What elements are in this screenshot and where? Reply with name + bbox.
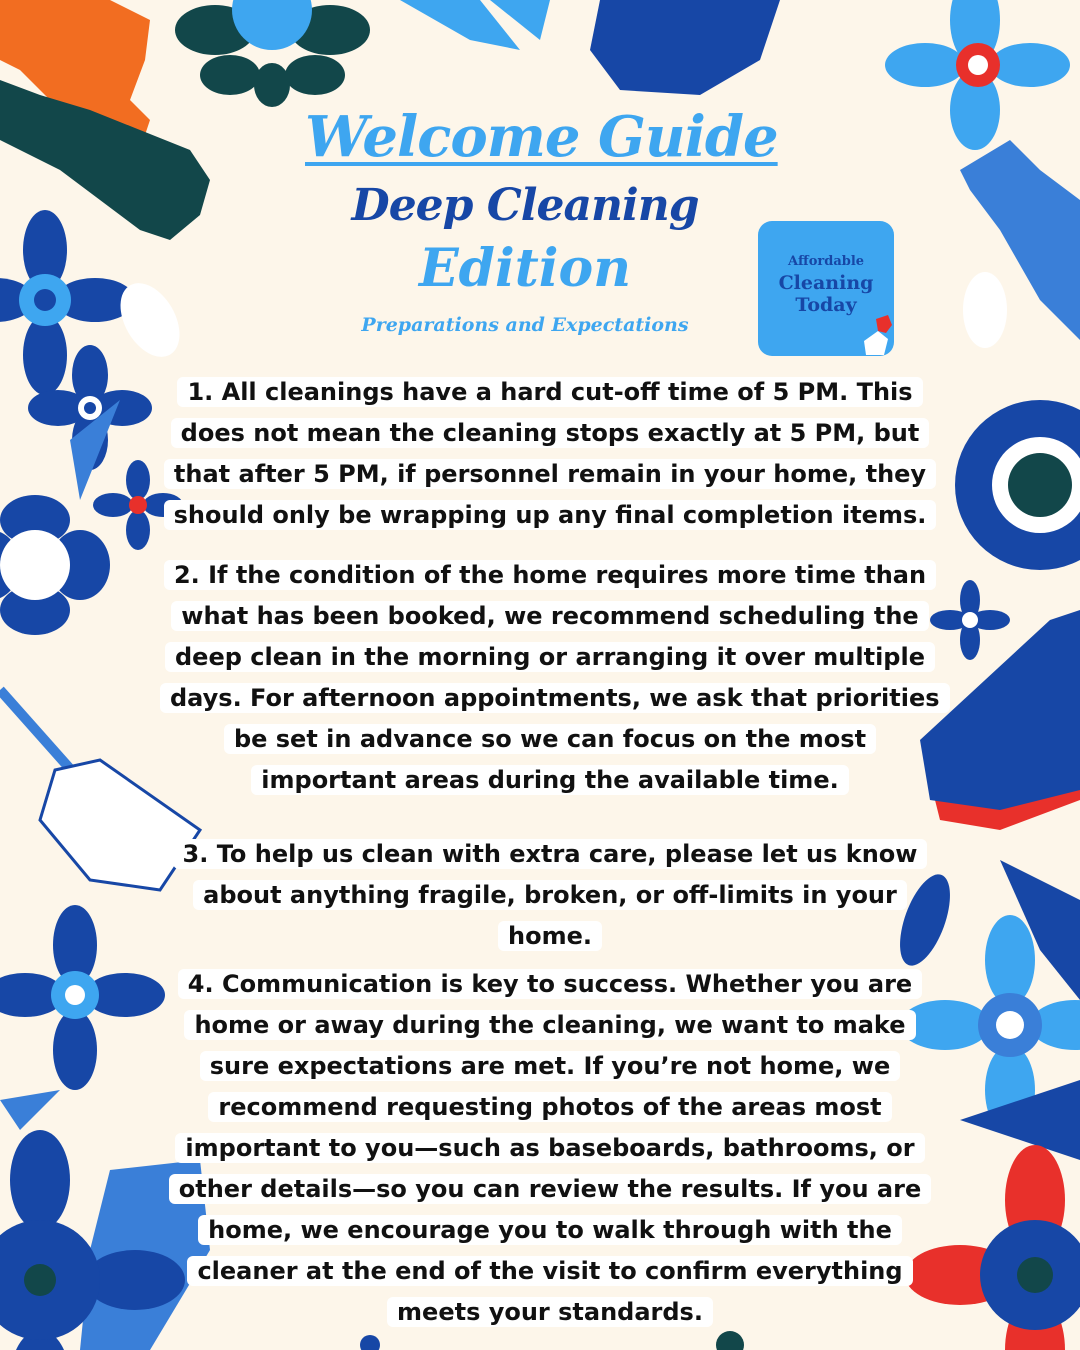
spray-bottle-icon [858,311,894,355]
right-flower-icon [955,400,1080,570]
leaf-icon [590,0,780,95]
guide-item-2: 2. If the condition of the home requires more time than what has been booked, we recommend scheduling the deep clean in the morning or arranging it over multiple days. For afternoon appointments, we ask that priorities be set in advance so we can focus on the most important areas during the available time. [160,555,940,801]
tagline: Preparations and Expectations [361,314,689,336]
guide-item-1: 1. All cleanings have a hard cut-off time of 5 PM. This does not mean the cleaning stops exactly at 5 PM, but that after 5 PM, if personnel remain in your home, they should only be wrapping up any final completion items. [160,372,940,536]
company-logo [758,221,894,356]
guide-list [160,362,940,1333]
page-title: Welcome Guide [305,104,778,170]
left-flower-icon [0,210,135,395]
top-flower-icon [175,0,370,107]
top-right-flower-icon [885,0,1070,150]
logo-text-today: Today [795,294,857,316]
guide-item-4: 4. Communication is key to success. Whether you are home or away during the cleaning, we want to make sure expectations are met. If you’re not home, we recommend requesting photos of the areas most important to you—such as baseboards, bathrooms, or other details—so you can review the results. If you are home, we encourage you to walk through with the cleaner at the end of the visit to confirm everything meets your standards. [160,964,940,1333]
sponge-icon [920,610,1080,830]
logo-text-cleaning: Cleaning [778,272,874,294]
edition-label: Edition [418,238,631,299]
page-subtitle: Deep Cleaning [351,180,699,231]
logo-text-affordable: Affordable [787,254,865,269]
guide-item-3: 3. To help us clean with extra care, please let us know about anything fragile, broken, or off-limits in your home. [160,834,940,957]
